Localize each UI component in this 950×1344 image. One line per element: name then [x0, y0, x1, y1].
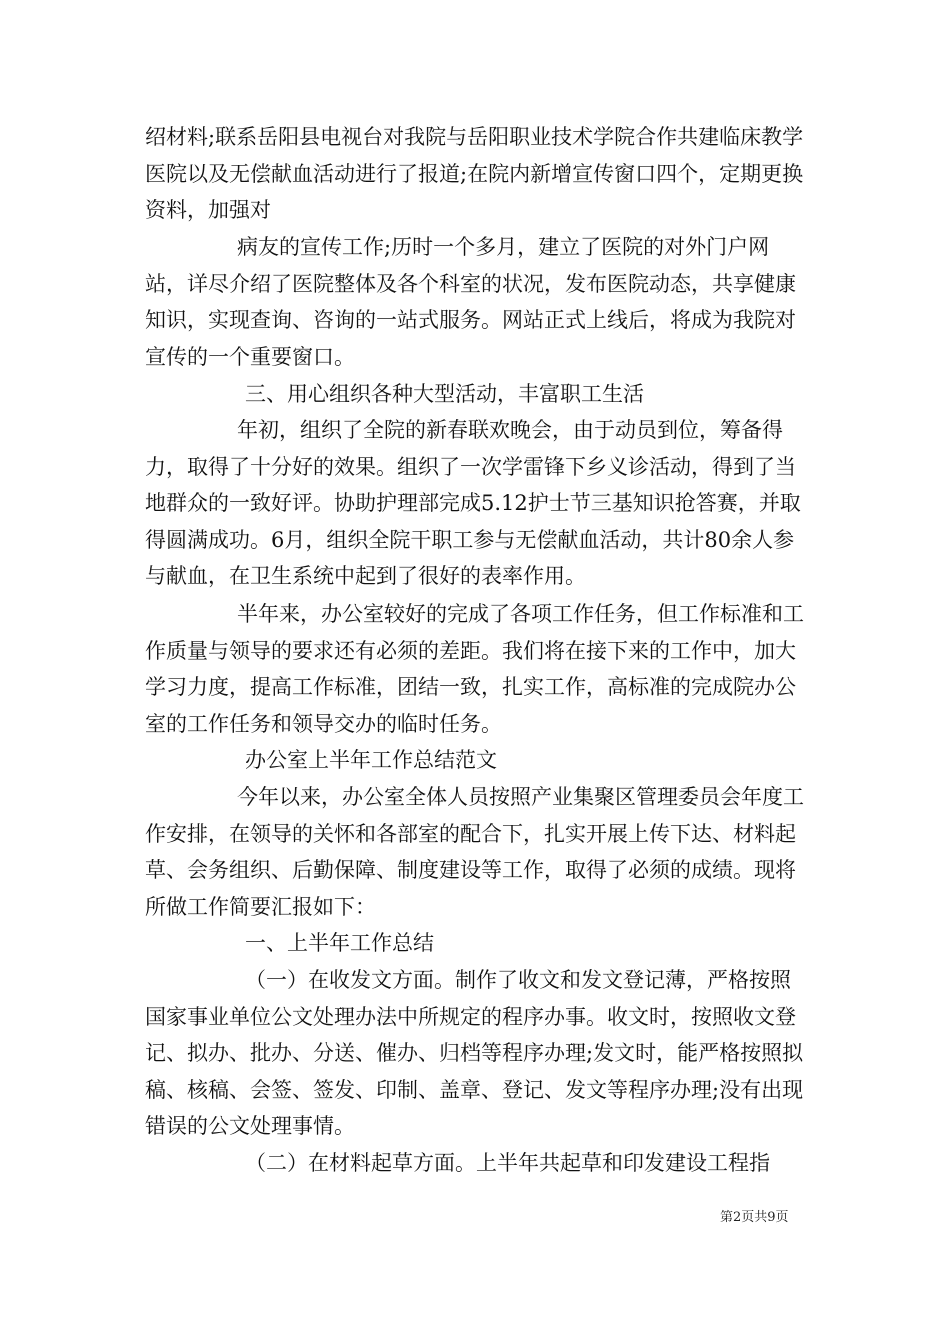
paragraph-1: 绍材料;联系岳阳县电视台对我院与岳阳职业技术学院合作共建临床教学医院以及无偿献血活动进行了报道;在院内新增宣传窗口四个，定期更换资料，加强对 — [145, 125, 804, 223]
paragraph-4: 半年来，办公室较好的完成了各项工作任务，但工作标准和工作质量与领导的要求还有必须的差距。我们将在接下来的工作中，加大学习力度，提高工作标准，团结一致，扎实工作，高标准的完成院办公室的工作任务和领导交办的临时任务。 — [145, 602, 804, 736]
paragraph-5: 今年以来，办公室全体人员按照产业集聚区管理委员会年度工作安排，在领导的关怀和各部室的配合下，扎实开展上传下达、材料起草、会务组织、后勤保障、制度建设等工作，取得了必须的成绩。现将所做工作简要汇报如下： — [145, 785, 804, 919]
paragraph-7: （二）在材料起草方面。上半年共起草和印发建设工程指 — [245, 1151, 770, 1175]
page-number: 第2页共9页 — [720, 1210, 789, 1225]
article-title: 办公室上半年工作总结范文 — [245, 748, 497, 772]
section-heading-3: 三、用心组织各种大型活动，丰富职工生活 — [245, 382, 644, 406]
section-heading-1: 一、上半年工作总结 — [245, 931, 434, 955]
paragraph-6: （一）在收发文方面。制作了收文和发文登记薄，严格按照国家事业单位公文处理办法中所规定的程序办事。收文时，按照收文登记、拟办、批办、分送、催办、归档等程序办理;发文时，能严格按照拟稿、核稿、会签、签发、印制、盖章、登记、发文等程序办理;没有出现错误的公文处理事情。 — [145, 968, 804, 1139]
paragraph-3: 年初，组织了全院的新春联欢晚会，由于动员到位，筹备得力，取得了十分好的效果。组织了一次学雷锋下乡义诊活动，得到了当地群众的一致好评。协助护理部完成5.12护士节三基知识抢答赛，并取得圆满成功。6月，组织全院干职工参与无偿献血活动，共计80余人参与献血，在卫生系统中起到了很好的表率作用。 — [145, 418, 801, 589]
paragraph-2: 病友的宣传工作;历时一个多月，建立了医院的对外门户网站，详尽介绍了医院整体及各个科室的状况，发布医院动态，共享健康知识，实现查询、咨询的一站式服务。网站正式上线后，将成为我院对宣传的一个重要窗口。 — [145, 235, 796, 369]
